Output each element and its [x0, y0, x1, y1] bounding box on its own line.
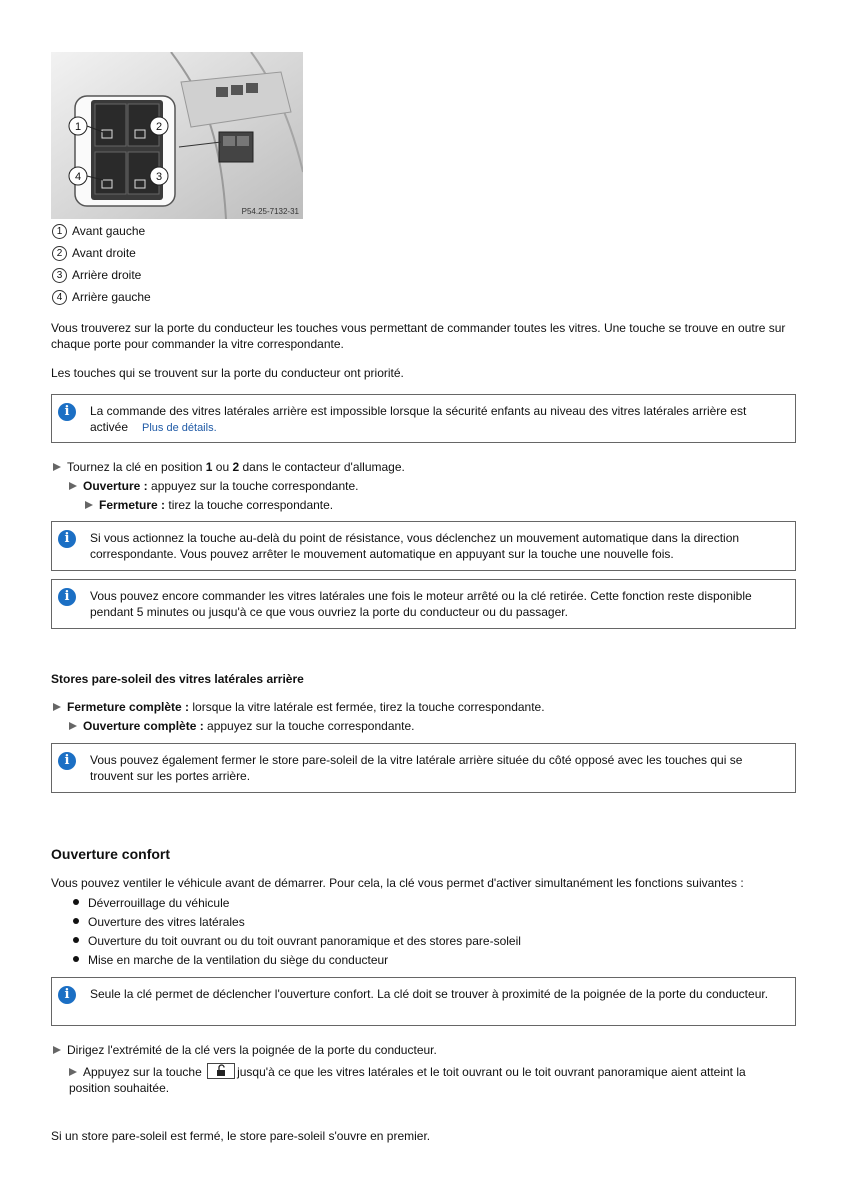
callout-4-label: 4 [74, 171, 82, 183]
intro-paragraph: Vous trouverez sur la porte du conducteur les touches vous permettant de commander toutes les vitres. Une touche se trouve en outre sur chaque porte pour commander la vitre correspondante. [51, 321, 786, 351]
unlock-key-icon [207, 1063, 235, 1079]
step-text: ou [212, 460, 233, 474]
step-bold: Ouverture complète : [83, 719, 204, 733]
triangle-bullet-icon [85, 501, 93, 509]
legend-number: 1 [52, 224, 67, 239]
step-fermeture-complete [53, 699, 545, 715]
info-box [51, 579, 796, 629]
list-item-text: Ouverture des vitres latérales [88, 915, 245, 929]
step-text: Appuyez sur la touche [83, 1065, 202, 1079]
step-press-key [69, 1063, 789, 1096]
info-icon: i [58, 588, 76, 606]
list-item [73, 952, 388, 968]
list-item-text: Mise en marche de la ventilation du siège du conducteur [88, 953, 389, 967]
step-text: Dirigez l'extrémité de la clé vers la poignée de la porte du conducteur. [67, 1043, 437, 1057]
section-title-confort: Ouverture confort [51, 846, 171, 862]
list-item [73, 895, 229, 911]
info-text: Seule la clé permet de déclencher l'ouverture confort. La clé doit se trouver à proximité de la poignée de la porte du conducteur. [90, 987, 769, 1001]
triangle-bullet-icon [53, 1046, 61, 1054]
details-link[interactable]: Plus de détails. [142, 422, 217, 434]
legend-item [52, 266, 141, 284]
step-text: lorsque la vitre latérale est fermée, tirez la touche correspondante. [189, 700, 545, 714]
step-text: jusqu'à ce que les vitres latérales et le toit ouvrant ou le toit ouvrant panoramique aient atteint la position souhaitée. [69, 1065, 746, 1095]
section-title-stores: Stores pare-soleil des vitres latérales arrière [51, 672, 304, 686]
callout-3-label: 3 [155, 171, 163, 183]
legend-item [52, 244, 136, 262]
step-text: appuyez sur la touche correspondante. [147, 479, 359, 493]
callout-2-label: 2 [155, 121, 163, 133]
triangle-bullet-icon [69, 1068, 77, 1076]
info-text: Si vous actionnez la touche au-delà du point de résistance, vous déclenchez un mouvement automatique dans la direction correspondante. Vous pouvez arrêter le mouvement automatique en appuyant sur la touche une nouvelle fois. [90, 531, 740, 561]
legend-label: Arrière gauche [72, 290, 151, 304]
info-text-content: La commande des vitres latérales arrière est impossible lorsque la sécurité enfants au niveau des vitres latérales arrière est activée [90, 404, 747, 434]
list-item-text: Ouverture du toit ouvrant ou du toit ouvrant panoramique et des stores pare-soleil [88, 934, 521, 948]
info-icon: i [58, 530, 76, 548]
step-bold: Ouverture : [83, 479, 148, 493]
step-point-key [53, 1042, 437, 1058]
info-box [51, 394, 796, 443]
door-panel-illustration [51, 52, 303, 219]
figure-code: P54.25-7132-31 [241, 207, 299, 216]
triangle-bullet-icon [53, 703, 61, 711]
triangle-bullet-icon [69, 482, 77, 490]
footer-note: Si un store pare-soleil est fermé, le store pare-soleil s'ouvre en premier. [51, 1129, 431, 1143]
step-ignition [53, 459, 405, 475]
legend-item [52, 222, 145, 240]
legend-number: 2 [52, 246, 67, 261]
step-ouverture [69, 478, 359, 494]
info-box [51, 521, 796, 571]
window-switch-photo [51, 52, 303, 219]
legend-label: Avant gauche [72, 224, 146, 238]
list-item [73, 933, 521, 949]
info-text: Vous pouvez encore commander les vitres latérales une fois le moteur arrêté ou la clé retirée. Cette fonction reste disponible pendant 5 minutes ou jusqu'à ce que vous ouvriez la porte du conducteur ou du passager. [90, 589, 752, 619]
info-icon: i [58, 752, 76, 770]
confort-intro: Vous pouvez ventiler le véhicule avant de démarrer. Pour cela, la clé vous permet d'activer simultanément les fonctions suivantes : [51, 876, 744, 890]
callout-1-label: 1 [74, 121, 82, 133]
callout-2 [150, 117, 168, 135]
step-bold: 1 [205, 460, 213, 474]
step-fermeture [85, 497, 333, 513]
step-ouverture-complete [69, 718, 415, 734]
callout-3 [150, 167, 168, 185]
legend-label: Avant droite [72, 246, 136, 260]
step-text: dans le contacteur d'allumage. [239, 460, 405, 474]
info-icon: i [58, 986, 76, 1004]
info-box [51, 977, 796, 1026]
triangle-bullet-icon [69, 722, 77, 730]
legend-number: 3 [52, 268, 67, 283]
list-item-text: Déverrouillage du véhicule [88, 896, 230, 910]
triangle-bullet-icon [53, 463, 61, 471]
step-bold: 2 [232, 460, 240, 474]
list-item [73, 914, 245, 930]
step-text: tirez la touche correspondante. [165, 498, 334, 512]
legend-item [52, 288, 151, 306]
step-text: Tournez la clé en position [67, 460, 206, 474]
step-text: appuyez sur la touche correspondante. [203, 719, 415, 733]
priority-paragraph: Les touches qui se trouvent sur la porte du conducteur ont priorité. [51, 366, 404, 380]
legend-number: 4 [52, 290, 67, 305]
info-box [51, 743, 796, 793]
step-bold: Fermeture : [99, 498, 166, 512]
info-icon: i [58, 403, 76, 421]
step-bold: Fermeture complète : [67, 700, 190, 714]
legend-label: Arrière droite [72, 268, 142, 282]
info-text: Vous pouvez également fermer le store pare-soleil de la vitre latérale arrière située du côté opposé avec les touches qui se trouvent sur les portes arrière. [90, 753, 743, 783]
info-text [90, 403, 781, 436]
